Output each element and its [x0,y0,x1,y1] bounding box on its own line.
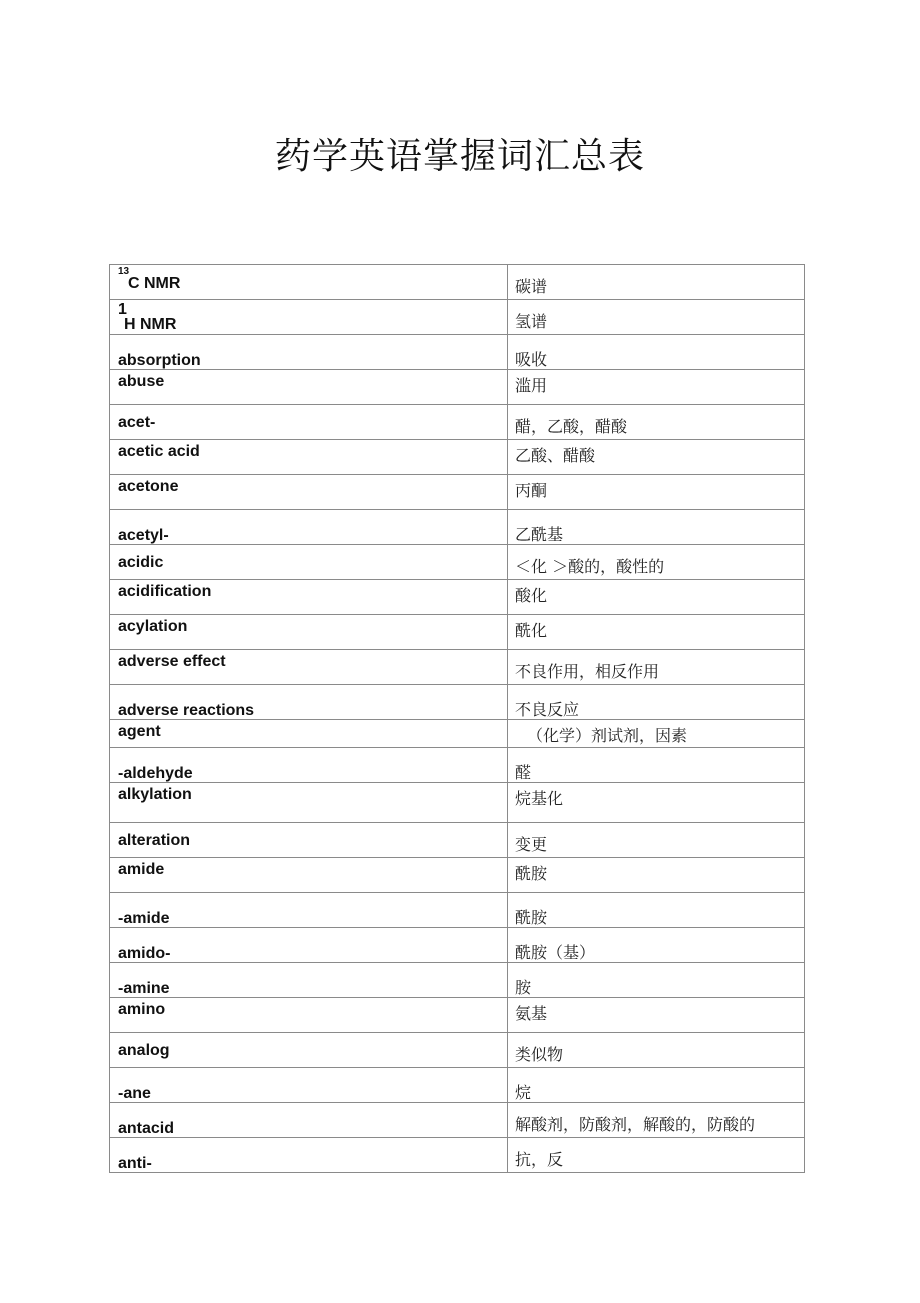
translation-cell [508,748,805,783]
table-row [110,998,805,1033]
term-cell [110,893,508,928]
table-row [110,545,805,580]
term-cell [110,963,508,998]
translation-text: （化学）剂试剂，因素 [527,726,688,745]
table-row [110,685,805,720]
translation-cell [508,893,805,928]
term-cell [110,1138,508,1173]
translation-text: 酰化 [515,621,548,640]
term-cell [110,265,508,300]
translation-cell [508,335,805,370]
translation-text: 氨基 [515,1004,548,1023]
table-row [110,928,805,963]
translation-cell [508,928,805,963]
term-cell [110,580,508,615]
translation-text: 乙酰基 [515,525,564,544]
term-cell [110,1103,508,1138]
translation-text: 解酸剂，防酸剂，解酸的，防酸的 [515,1115,756,1134]
term-text: agent [118,723,161,740]
term-cell [110,748,508,783]
translation-cell [508,963,805,998]
translation-cell [508,440,805,475]
table-row [110,580,805,615]
term-cell [110,370,508,405]
translation-cell [508,650,805,685]
translation-cell [508,265,805,300]
translation-text: ＜化 ＞酸的，酸性的 [515,557,665,576]
table-row [110,1103,805,1138]
table-row [110,475,805,510]
term-cell [110,1068,508,1103]
term-cell [110,510,508,545]
term-text: antacid [118,1120,175,1137]
translation-text: 酸化 [515,586,548,605]
term-cell [110,650,508,685]
isotope-number: 13 [118,266,130,277]
translation-text: 醋，乙酸，醋酸 [515,417,628,436]
translation-cell [508,685,805,720]
table-row [110,510,805,545]
table-row [110,963,805,998]
term-text: amide [118,861,165,878]
term-cell [110,823,508,858]
table-row [110,1033,805,1068]
term-text: acetone [118,478,179,495]
translation-cell [508,615,805,650]
term-cell [110,475,508,510]
translation-text: 滥用 [515,376,548,395]
vocabulary-table [109,264,805,1173]
term-text: adverse reactions [118,702,255,719]
term-text: analog [118,1042,170,1059]
term-cell [110,998,508,1033]
translation-cell [508,720,805,748]
term-text: -aldehyde [118,765,193,782]
table-row [110,783,805,823]
term-text: H NMR [124,316,177,333]
table-row [110,858,805,893]
table-row [110,405,805,440]
translation-text: 酰胺（基） [515,943,596,962]
translation-cell [508,580,805,615]
term-cell [110,928,508,963]
term-cell [110,300,508,335]
page-title: 药学英语掌握词汇总表 [274,136,645,177]
term-cell [110,1033,508,1068]
term-cell [110,440,508,475]
term-text: adverse effect [118,653,226,670]
table-row [110,1138,805,1173]
term-text: -ane [118,1085,151,1102]
translation-cell [508,300,805,335]
term-text: -amide [118,910,170,927]
term-text: amino [118,1001,166,1018]
table-row [110,440,805,475]
term-text: acetic acid [118,443,200,460]
translation-text: 丙酮 [515,481,548,500]
term-text: C NMR [128,275,181,292]
translation-text: 胺 [515,978,532,997]
translation-text: 醛 [515,763,532,782]
term-cell [110,335,508,370]
translation-cell [508,1068,805,1103]
translation-cell [508,405,805,440]
translation-cell [508,858,805,893]
term-cell [110,545,508,580]
translation-text: 变更 [515,835,548,854]
table-row [110,720,805,748]
term-cell [110,858,508,893]
term-cell [110,615,508,650]
table-row [110,300,805,335]
term-text: alteration [118,832,191,849]
term-text: acylation [118,618,188,635]
term-text: amido- [118,945,171,962]
translation-text: 酰胺 [515,864,548,883]
translation-text: 抗，反 [515,1150,564,1169]
table-row [110,335,805,370]
term-cell [110,405,508,440]
term-text: -amine [118,980,170,997]
translation-cell [508,545,805,580]
translation-cell [508,370,805,405]
translation-text: 碳谱 [515,277,548,296]
table-row [110,615,805,650]
translation-text: 不良作用，相反作用 [515,662,660,681]
translation-text: 吸收 [515,350,548,369]
table-row [110,748,805,783]
translation-cell [508,510,805,545]
translation-cell [508,998,805,1033]
translation-text: 类似物 [515,1045,564,1064]
translation-text: 不良反应 [515,700,580,719]
term-cell [110,720,508,748]
term-text: acidic [118,554,164,571]
translation-text: 氢谱 [515,312,548,331]
term-text: abuse [118,373,165,390]
translation-cell [508,475,805,510]
term-text: absorption [118,352,201,369]
table-row [110,370,805,405]
term-text: acidification [118,583,212,600]
translation-cell [508,823,805,858]
term-text: acetyl- [118,527,169,544]
translation-text: 乙酸、醋酸 [515,446,596,465]
isotope-number: 1 [118,301,127,318]
translation-text: 烷 [515,1083,532,1102]
term-cell [110,783,508,823]
term-text: alkylation [118,786,192,803]
translation-text: 烷基化 [515,789,564,808]
term-cell [110,685,508,720]
table-row [110,650,805,685]
translation-cell [508,783,805,823]
translation-text: 酰胺 [515,908,548,927]
term-text: anti- [118,1155,152,1172]
table-row [110,893,805,928]
translation-cell [508,1103,805,1138]
table-row [110,265,805,300]
translation-cell [508,1033,805,1068]
table-row [110,1068,805,1103]
table-row [110,823,805,858]
term-text: acet- [118,414,156,431]
translation-cell [508,1138,805,1173]
